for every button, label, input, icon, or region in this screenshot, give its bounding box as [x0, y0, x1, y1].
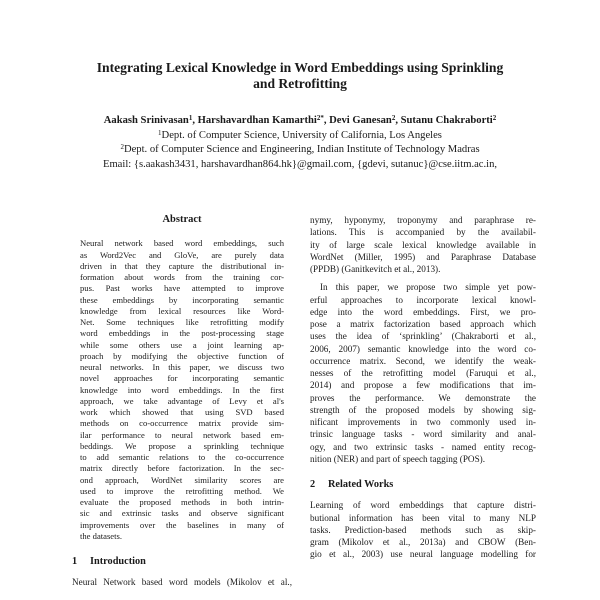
- section-heading-introduction: [72, 556, 292, 568]
- title-line-2: and Retrofitting: [253, 76, 347, 91]
- author-name: Harshavardhan Kamarthi: [197, 115, 317, 126]
- text-line: these embeddings by incorporating semantic: [80, 294, 284, 305]
- text-line: trinsic language tasks - word similarity and anal-: [310, 429, 536, 440]
- text-line: sic and extrinsic tasks and observe significant: [80, 508, 284, 519]
- abstract-body: [72, 238, 292, 542]
- text-line: erful approaches to incorporate lexical knowl-: [310, 294, 536, 305]
- related-works-body: [310, 499, 536, 560]
- author-list: Aakash Srinivasan$^1$, Harshavardhan Kamarthi$^{2*}$, Devi Ganesan$^2$, Sutanu Chakraborti$^2$: [103, 114, 497, 126]
- text-line: ity of large scale lexical knowledge available in: [310, 239, 536, 250]
- paper-title: [60, 60, 540, 92]
- text-line: approach, we take advantage of Levy et al's: [80, 395, 284, 406]
- text-line: novel approaches for incorporating semantic: [80, 373, 284, 384]
- section-title: Related Works: [328, 479, 394, 490]
- author-sup: 2: [492, 114, 497, 122]
- body-paragraph-1: [310, 214, 536, 275]
- right-column: [310, 214, 536, 561]
- text-line: neural networks. In this paper, we discuss two: [80, 362, 284, 372]
- text-line: the datasets.: [80, 530, 122, 541]
- text-line: uses the idea of ‘sprinkling’ (Chakraborti et al.,: [310, 331, 536, 342]
- text-line: proach by modifying the objective function of: [80, 350, 284, 361]
- text-line: nymy, hyponymy, troponymy and paraphrase re-: [310, 215, 536, 225]
- affiliation-text: Dept. of Computer Science and Engineering, Indian Institute of Technology Madras: [123, 144, 480, 155]
- section-heading-related-works: [310, 479, 536, 491]
- text-line: nificant improvements in two commonly used in-: [310, 417, 536, 427]
- text-line: formation about words from the training cor-: [80, 272, 284, 282]
- text-line: occurrence matrix. Second, we identify the weak-: [310, 355, 536, 366]
- section-number: 1: [72, 556, 78, 567]
- title-line-1: Integrating Lexical Knowledge in Word Embeddings using Sprinkling: [96, 60, 504, 75]
- body-paragraph-2: [310, 281, 536, 465]
- text-line: ond approach, WordNet similarity scores are: [80, 474, 284, 485]
- text-line: nition (NER) and part of speech tagging (POS).: [310, 453, 486, 464]
- text-line: as Word2Vec and GloVe, are purely data: [80, 249, 284, 260]
- text-line: nesses of the retrofitting model (Faruqui et al.,: [310, 368, 536, 378]
- author-sup: 2: [391, 114, 396, 122]
- text-line: gio et al., 2003) use neural language modelling for: [310, 549, 536, 560]
- text-line: lations. This is accompanied by the availabil-: [310, 227, 536, 238]
- text-line: methods on co-occurrence matrix provide sim-: [80, 418, 284, 429]
- text-line: pus. Past works have attempted to improve: [80, 283, 284, 294]
- email-line: Email: {s.aakash3431, harshavardhan864.hk}@gmail.com, {gdevi, sutanuc}@cse.iitm.ac.in,: [102, 158, 498, 170]
- text-line: to add semantic relations to the co-occurrence: [80, 452, 284, 462]
- section-number: 2: [310, 479, 316, 490]
- text-line: 2006, 2007) semantic knowledge into the word co-: [310, 343, 536, 354]
- affiliation-text: Dept. of Computer Science, University of California, Los Angeles: [161, 129, 442, 141]
- text-line: evaluate the proposed methods in both intrin-: [80, 497, 284, 507]
- text-line: In this paper, we propose two simple yet pow-: [320, 282, 536, 293]
- text-line: (PPDB) (Ganitkevitch et al., 2013).: [310, 264, 441, 274]
- text-line: matrix directly before factorization. In the sec-: [80, 463, 284, 474]
- author-name: Devi Ganesan: [329, 115, 392, 126]
- text-line: beddings. We propose a sprinkling technique: [80, 440, 284, 451]
- text-line: driven in that they capture the distributional in-: [80, 260, 284, 271]
- text-line: improvements over the baselines in many of: [80, 519, 284, 530]
- text-line: strength of the proposed models by showing sig-: [310, 404, 536, 415]
- affiliation-1: [30, 129, 570, 144]
- affiliation-2: [30, 143, 570, 158]
- text-line: tasks. Prediction-based methods such as skip-: [310, 524, 536, 535]
- text-line: knowledge from lexical resources like Word-: [80, 305, 284, 316]
- affiliation-sup: 1: [158, 128, 162, 137]
- affiliation-sup: 2: [120, 143, 124, 151]
- text-line: Neural network based word embeddings, such: [80, 238, 284, 249]
- text-line: 2014) and propose a few modifications that im-: [310, 380, 536, 391]
- text-line: proves the performance. We demonstrate the: [310, 392, 536, 403]
- text-line: knowledge into word embeddings. In the first: [80, 384, 284, 395]
- section-title: Introduction: [90, 556, 146, 567]
- text-line: while some others use a joint learning ap-: [80, 339, 284, 350]
- author-sup: 2*: [316, 114, 324, 122]
- author-name: Sutanu Chakraborti: [400, 115, 493, 126]
- introduction-body: [72, 576, 292, 588]
- text-line: Neural Network based word models (Mikolov et al.,: [72, 577, 292, 588]
- text-line: word embeddings in the post-processing stage: [80, 328, 284, 339]
- author-sup: 1: [188, 114, 193, 122]
- text-line: gram (Mikolov et al., 2013a) and CBOW (Ben-: [310, 537, 536, 547]
- left-column: [72, 214, 292, 589]
- text-line: butional information has been vital to many NLP: [310, 512, 536, 523]
- author-name: Aakash Srinivasan: [103, 115, 189, 126]
- text-line: WordNet (Miller, 1995) and Paraphrase Database: [310, 251, 536, 262]
- text-line: ogy, and two extrinsic tasks - named entity recog-: [310, 441, 536, 452]
- text-line: Learning of word embeddings that capture distri-: [310, 500, 536, 511]
- abstract-heading: Abstract: [162, 214, 202, 225]
- text-line: used to improve the retrofitting method. We: [80, 485, 284, 496]
- author-block: [30, 114, 570, 172]
- text-line: ilar performance to neural network based em-: [80, 429, 284, 440]
- text-line: work which showed that using SVD based: [80, 407, 284, 417]
- text-line: pose a matrix factorization based approach which: [310, 319, 536, 329]
- text-line: Net. Some techniques like retrofitting modify: [80, 317, 284, 327]
- text-line: edge into the word embeddings. First, we pro-: [310, 306, 536, 317]
